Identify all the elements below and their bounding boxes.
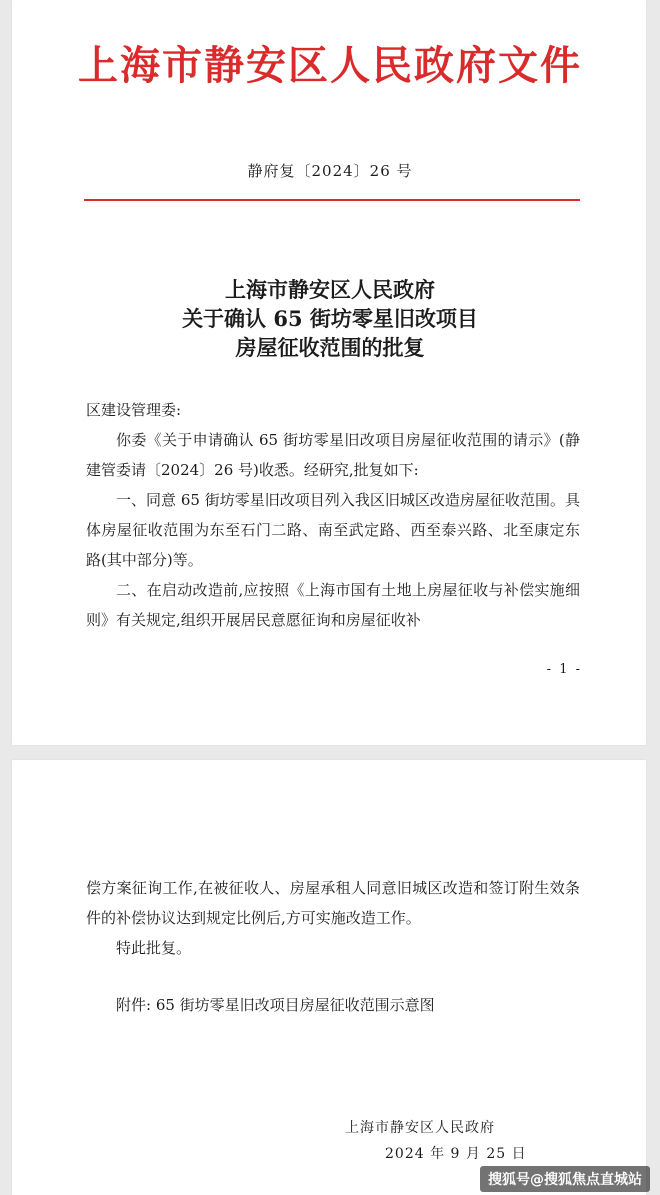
body-paragraph: 一、同意 65 街坊零星旧改项目列入我区旧城区改造房屋征收范围。具体房屋征收范围为东至石门二路、南至武定路、西至泰兴路、北至康定东路(其中部分)等。 [86, 491, 580, 569]
document-header-title: 上海市静安区人民政府文件 [78, 42, 582, 89]
attachment-line [86, 990, 580, 1020]
closing-line: 特此批复。 [116, 939, 192, 957]
body-paragraph: 二、在启动改造前,应按照《上海市国有土地上房屋征收与补偿实施细则》有关规定,组织开展居民意愿征询和房屋征收补 [86, 581, 580, 629]
addressee: 区建设管理委: [86, 401, 182, 419]
document-heading [0, 275, 660, 362]
signature-date: 2024 年 9 月 25 日 [385, 1146, 527, 1162]
heading-line-3: 房屋征收范围的批复 [235, 335, 425, 360]
document-page-2 [12, 760, 646, 1195]
attachment-text: 附件: 65 街坊零星旧改项目房屋征收范围示意图 [116, 996, 435, 1014]
heading-line-1: 上海市静安区人民政府 [225, 277, 435, 302]
body-paragraph: 偿方案征询工作,在被征收人、房屋承租人同意旧城区改造和签订附生效条件的补偿协议达到规定比例后,方可实施改造工作。 [86, 879, 580, 927]
page-2-body [86, 873, 580, 963]
body-paragraph: 你委《关于申请确认 65 街坊零星旧改项目房屋征收范围的请示》(静建管委请〔2024〕26 号)收悉。经研究,批复如下: [86, 431, 580, 479]
document-number: 静府复〔2024〕26 号 [247, 162, 413, 180]
source-watermark: 搜狐号@搜狐焦点直城站 [480, 1166, 650, 1192]
page-number: - 1 - [546, 662, 582, 677]
heading-line-2: 关于确认 65 街坊零星旧改项目 [182, 306, 478, 331]
signature-org: 上海市静安区人民政府 [345, 1120, 495, 1136]
header-divider [84, 199, 580, 201]
page-1-body [86, 395, 580, 635]
